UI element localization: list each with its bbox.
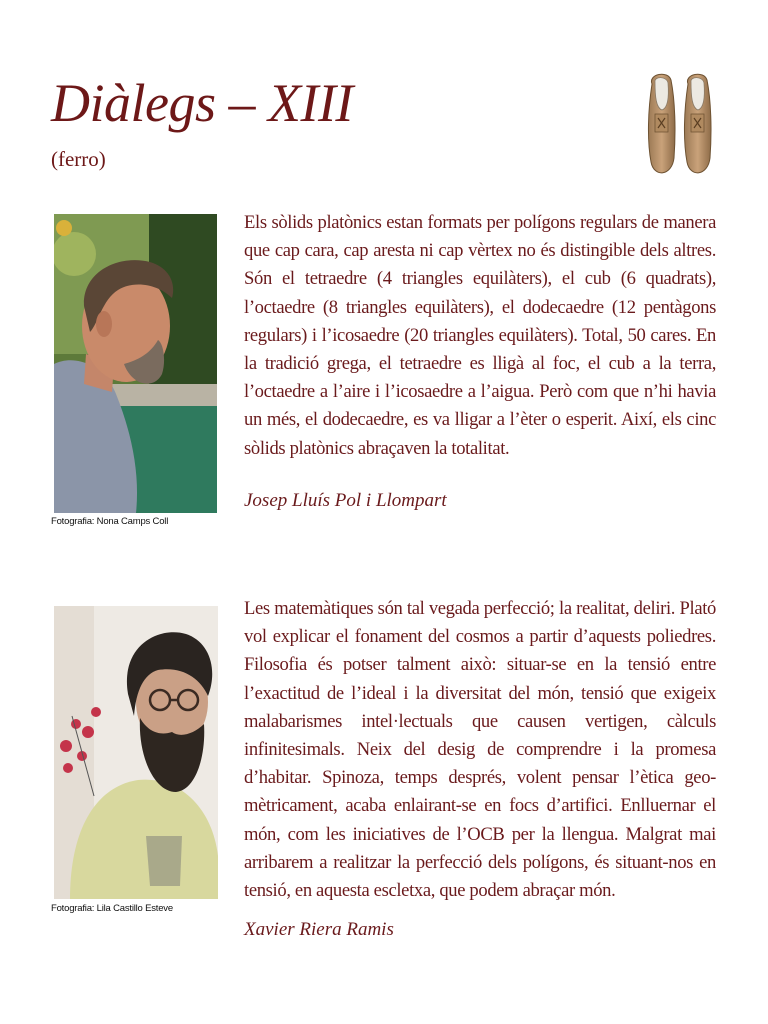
paragraph-2: Les matemàtiques són tal vegada perfecció; la realitat, deliri. Plató vol explicar el fonament del cosmos a partir d’aquests poliedres. Filosofia és potser talment això: situar-se en la tensió entre l’exactitud de l’ideal i la diversitat del món, tensió que exigeix malabarismes intel·lectuals que causen vertigen, càlculs infinitesimals. Neix del desig de comprendre i la promesa d’habitar. Spinoza, temps després, volent pensar l’ètica geo-mètricament, acaba enlairant-se en focs d’artifici. Enlluernar el món, com les iniciatives de l’OCB per la llengua. Malgrat mai arribarem a realitzar la perfecció dels polígons, és situant-nos en tensió, en aquesta escletxa, que podem abraçar món.	[244, 598, 716, 902]
author-photo-2	[54, 606, 218, 899]
author-name-1: Josep Lluís Pol i Llompart	[244, 490, 447, 511]
photo-credit-1: Fotografia: Nona Camps Coll	[51, 516, 169, 527]
shoes-image	[640, 70, 720, 182]
author-photo-1	[54, 214, 217, 513]
page-title: Diàlegs – XIII	[51, 73, 353, 133]
page-subtitle: (ferro)	[51, 147, 106, 171]
paragraph-1: Els sòlids platònics estan formats per polígons regulars de manera que cap cara, cap aresta ni cap vèrtex no és distingible dels altres. Són el tetraedre (4 triangles equilàters), el cub (6 quadrats), l’octaedre (8 triangles equilàters), el dodecaedre (12 pentàgons regulars) i l’icosaedre (20 triangles equilàters). Total, 50 cares. En la tradició grega, el tetraedre es lligà al foc, el cub a la terra, l’octaedre a l’aire i l’icosaedre a l’aigua. Però com que n’hi havia un més, el dodecaedre, es va lligar a l’èter o esperit. Així, els cinc sòlids platònics abraçaven la totalitat.	[244, 212, 716, 459]
photo-credit-2: Fotografia: Lila Castillo Esteve	[51, 903, 173, 914]
author-name-2: Xavier Riera Ramis	[244, 919, 394, 940]
